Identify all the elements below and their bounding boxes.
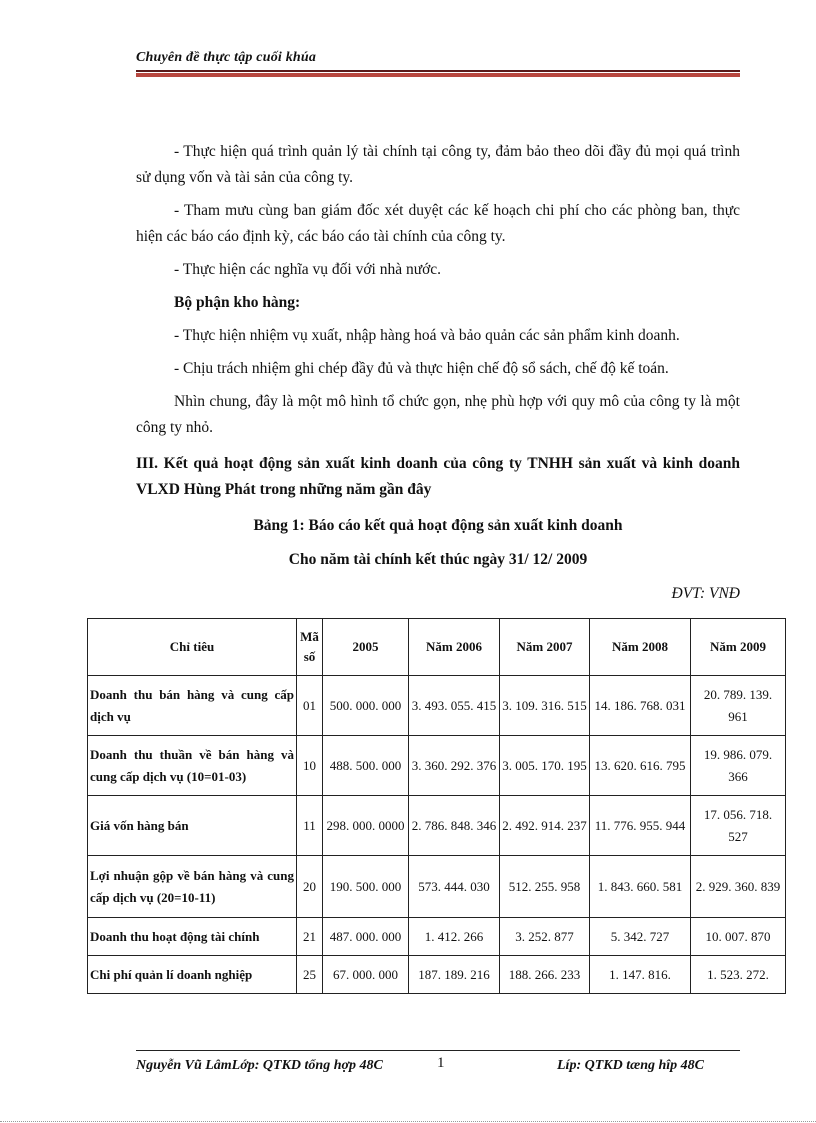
- cell-2009: 10. 007. 870: [691, 918, 786, 956]
- cell-2006: 187. 189. 216: [409, 956, 500, 994]
- paragraph: - Thực hiện các nghĩa vụ đối với nhà nước.: [174, 261, 442, 278]
- paragraph: - Thực hiện quá trình quản lý tài chính tại công ty, đảm bảo theo dõi đầy đủ mọi quá trình sử dụng vốn và tài sản của công ty.: [136, 143, 740, 186]
- paragraph: - Tham mưu cùng ban giám đốc xét duyệt các kế hoạch chi phí cho các phòng ban, thực hiện các báo cáo định kỳ, các báo cáo tài chính của công ty.: [136, 202, 740, 245]
- column-header: Năm 2006: [409, 619, 500, 676]
- cell-2007: 3. 005. 170. 195: [500, 736, 590, 796]
- row-label: Chi phí quản lí doanh nghiệp: [88, 956, 297, 994]
- cell-2009: 2. 929. 360. 839: [691, 856, 786, 918]
- cell-2009: 1. 523. 272.: [691, 956, 786, 994]
- warehouse-heading: Bộ phận kho hàng:: [174, 294, 301, 311]
- row-label: Lợi nhuận gộp về bán hàng và cung cấp dịch vụ (20=10-11): [88, 856, 297, 918]
- column-header: Năm 2009: [691, 619, 786, 676]
- table-row: [88, 856, 786, 918]
- header-rule-accent: [136, 73, 740, 77]
- cell-2009: 17. 056. 718. 527: [691, 796, 786, 856]
- row-code: 10: [297, 736, 323, 796]
- row-label: Doanh thu bán hàng và cung cấp dịch vụ: [88, 676, 297, 736]
- table-row: [88, 796, 786, 856]
- footer-rule: [136, 1050, 740, 1051]
- column-header: Năm 2007: [500, 619, 590, 676]
- cell-2005: 190. 500. 000: [323, 856, 409, 918]
- column-header: Chỉ tiêu: [88, 619, 297, 676]
- cell-2007: 3. 109. 316. 515: [500, 676, 590, 736]
- cell-2008: 13. 620. 616. 795: [590, 736, 691, 796]
- cell-2008: 11. 776. 955. 944: [590, 796, 691, 856]
- cell-2009: 20. 789. 139. 961: [691, 676, 786, 736]
- cell-2007: 188. 266. 233: [500, 956, 590, 994]
- footer-author: Nguyễn Vũ LâmLớp: QTKD tổng hợp 48C: [136, 1058, 383, 1073]
- page-header: [136, 50, 740, 66]
- cell-2005: 500. 000. 000: [323, 676, 409, 736]
- table-title: Bảng 1: Báo cáo kết quả hoạt động sản xuất kinh doanh: [253, 517, 623, 534]
- table-row: [88, 956, 786, 994]
- table-row: [88, 736, 786, 796]
- page-number: 1: [437, 1055, 445, 1071]
- cell-2007: 3. 252. 877: [500, 918, 590, 956]
- document-body: [136, 139, 740, 623]
- row-code: 01: [297, 676, 323, 736]
- page-bottom-border: [0, 1121, 816, 1122]
- cell-2006: 1. 412. 266: [409, 918, 500, 956]
- table-row: [88, 676, 786, 736]
- section-heading: III. Kết quả hoạt động sản xuất kinh doanh của công ty TNHH sản xuất và kinh doanh VLXD Hùng Phát trong những năm gần đây: [136, 455, 740, 498]
- row-code: 20: [297, 856, 323, 918]
- row-label: Doanh thu thuần về bán hàng và cung cấp dịch vụ (10=01-03): [88, 736, 297, 796]
- cell-2006: 3. 360. 292. 376: [409, 736, 500, 796]
- header-title: Chuyên đề thực tập cuối khúa: [136, 50, 317, 65]
- table-header-row: [88, 619, 786, 676]
- row-label: Giá vốn hàng bán: [88, 796, 297, 856]
- row-code: 21: [297, 918, 323, 956]
- report-table: [87, 618, 786, 994]
- cell-2008: 14. 186. 768. 031: [590, 676, 691, 736]
- cell-2006: 573. 444. 030: [409, 856, 500, 918]
- footer-class: Líp: QTKD tæng hîp 48C: [557, 1058, 705, 1073]
- cell-2009: 19. 986. 079. 366: [691, 736, 786, 796]
- summary-paragraph: Nhìn chung, đây là một mô hình tổ chức gọn, nhẹ phù hợp với quy mô của công ty là một công ty nhỏ.: [136, 393, 740, 436]
- header-rule: [136, 70, 740, 72]
- cell-2007: 2. 492. 914. 237: [500, 796, 590, 856]
- cell-2005: 67. 000. 000: [323, 956, 409, 994]
- warehouse-item: - Chịu trách nhiệm ghi chép đầy đủ và thực hiện chế độ sổ sách, chế độ kế toán.: [174, 360, 669, 377]
- table-subtitle: Cho năm tài chính kết thúc ngày 31/ 12/ 2009: [288, 551, 588, 568]
- row-label: Doanh thu hoạt động tài chính: [88, 918, 297, 956]
- cell-2006: 2. 786. 848. 346: [409, 796, 500, 856]
- column-header: 2005: [323, 619, 409, 676]
- cell-2007: 512. 255. 958: [500, 856, 590, 918]
- table-unit: ĐVT: VNĐ: [671, 585, 740, 602]
- cell-2005: 487. 000. 000: [323, 918, 409, 956]
- row-code: 11: [297, 796, 323, 856]
- warehouse-item: - Thực hiện nhiệm vụ xuất, nhập hàng hoá và bảo quản các sản phẩm kinh doanh.: [174, 327, 680, 344]
- row-code: 25: [297, 956, 323, 994]
- cell-2008: 5. 342. 727: [590, 918, 691, 956]
- cell-2006: 3. 493. 055. 415: [409, 676, 500, 736]
- column-header: Mã số: [297, 619, 323, 676]
- table-row: [88, 918, 786, 956]
- cell-2005: 298. 000. 0000: [323, 796, 409, 856]
- column-header: Năm 2008: [590, 619, 691, 676]
- cell-2005: 488. 500. 000: [323, 736, 409, 796]
- cell-2008: 1. 843. 660. 581: [590, 856, 691, 918]
- cell-2008: 1. 147. 816.: [590, 956, 691, 994]
